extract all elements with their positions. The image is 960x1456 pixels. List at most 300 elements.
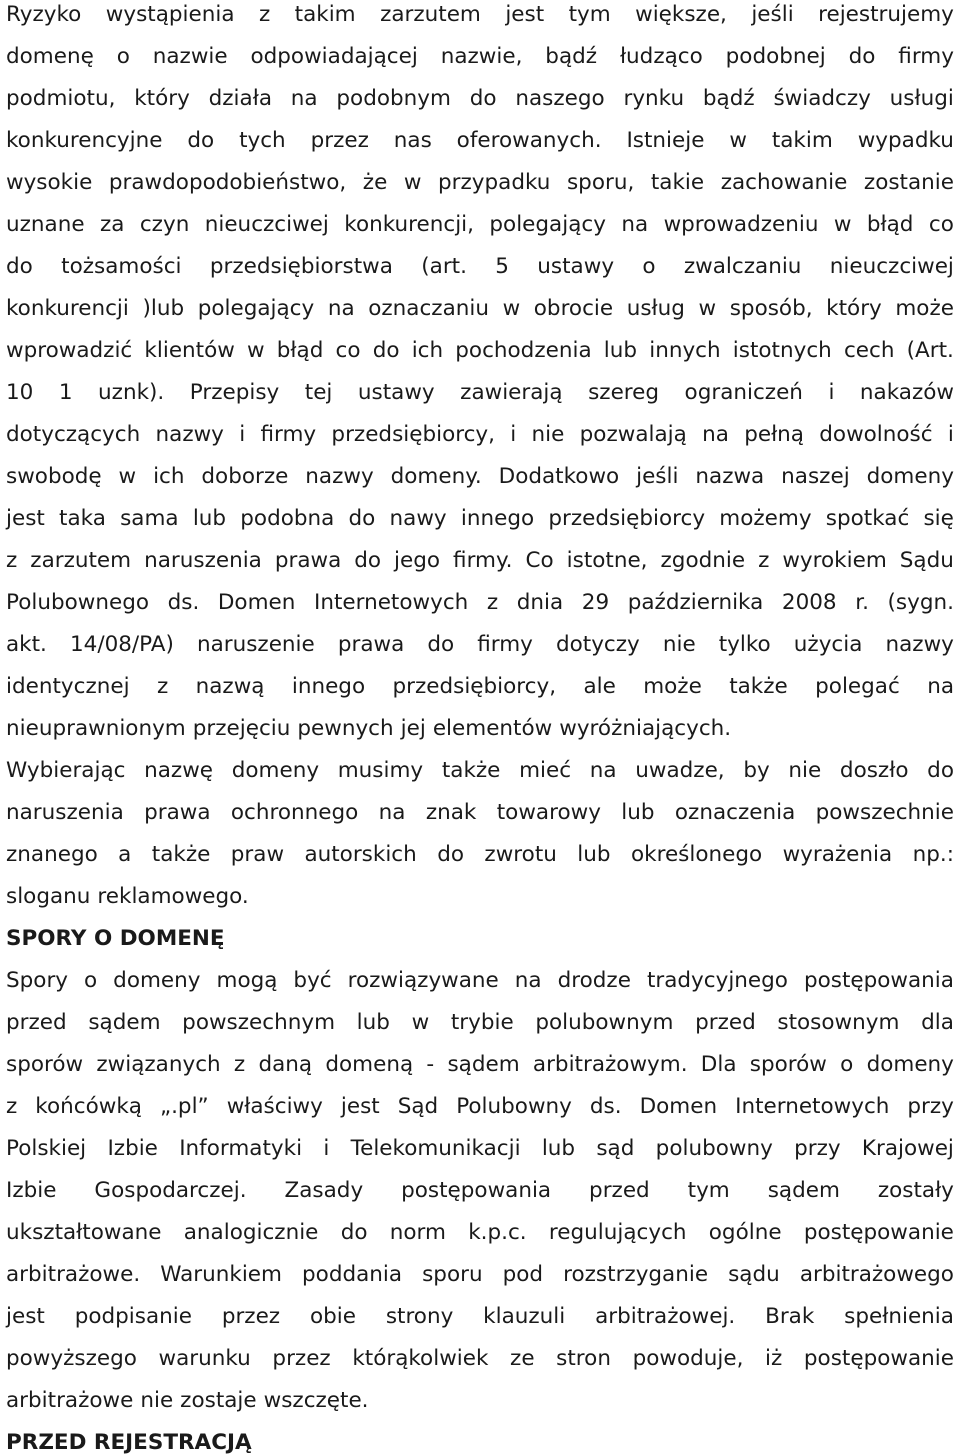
paragraph-line bbox=[6, 882, 954, 912]
word: z bbox=[6, 548, 18, 573]
word: innego bbox=[460, 506, 535, 531]
paragraph-line bbox=[6, 966, 954, 996]
word: Izbie bbox=[107, 1136, 158, 1161]
word: do bbox=[437, 842, 464, 867]
word: w bbox=[698, 296, 717, 321]
word: reklamowego. bbox=[97, 884, 249, 909]
word: lub bbox=[356, 1010, 390, 1035]
word: Warunkiem bbox=[160, 1262, 282, 1287]
word: odpowiadającej bbox=[250, 44, 418, 69]
word: arbitrażowym. bbox=[532, 1052, 688, 1077]
word: rynku bbox=[623, 86, 685, 111]
word: z bbox=[258, 2, 271, 27]
word: wystąpienia bbox=[105, 2, 235, 27]
word: przedsiębiorstwa bbox=[209, 254, 393, 279]
word: zostały bbox=[877, 1178, 954, 1203]
word: Internetowych bbox=[735, 1094, 890, 1119]
word: ogólne bbox=[708, 1220, 782, 1245]
paragraph-line bbox=[6, 798, 954, 828]
paragraph-line bbox=[6, 504, 954, 534]
word: sądem bbox=[447, 1052, 520, 1077]
word: oferowanych. bbox=[456, 128, 602, 153]
word: przy bbox=[794, 1136, 841, 1161]
word: sądu bbox=[728, 1262, 780, 1287]
word: Dodatkowo bbox=[498, 464, 620, 489]
word: nazwą bbox=[195, 674, 265, 699]
word: nieuczciwej bbox=[204, 212, 329, 237]
word: w bbox=[403, 170, 422, 195]
word: sądem bbox=[767, 1178, 840, 1203]
word: Izbie bbox=[6, 1178, 57, 1203]
word: konkurencyjne bbox=[6, 128, 163, 153]
word: z bbox=[758, 548, 770, 573]
word: tradycyjnego bbox=[646, 968, 788, 993]
word: ograniczeń bbox=[684, 380, 803, 405]
word: o bbox=[840, 1052, 854, 1077]
word: podobnym bbox=[336, 86, 451, 111]
word: Sąd bbox=[397, 1094, 439, 1119]
section-heading: PRZED REJESTRACJĄ bbox=[6, 1430, 252, 1455]
word: na bbox=[378, 800, 406, 825]
paragraph-line bbox=[6, 714, 954, 744]
word: wysokie bbox=[6, 170, 93, 195]
word: na bbox=[327, 296, 355, 321]
word: że bbox=[362, 170, 388, 195]
word: przez bbox=[272, 1346, 331, 1371]
word: bądź bbox=[702, 86, 755, 111]
word: do bbox=[340, 1220, 368, 1245]
word: jest bbox=[6, 506, 45, 531]
word: i bbox=[323, 1136, 330, 1161]
word: prawdopodobieństwo, bbox=[108, 170, 347, 195]
word: przed bbox=[589, 1178, 650, 1203]
word: Informatyki bbox=[179, 1136, 303, 1161]
paragraph-line bbox=[6, 84, 954, 114]
word: mogą bbox=[216, 968, 278, 993]
word: wszczęte. bbox=[263, 1388, 369, 1413]
word: 10 bbox=[6, 380, 34, 405]
word: pochodzenia bbox=[455, 338, 592, 363]
word: nieuprawnionym bbox=[6, 716, 186, 741]
word: daną bbox=[258, 1052, 313, 1077]
word: na bbox=[290, 86, 318, 111]
paragraph-line bbox=[6, 378, 954, 408]
word: nazwy bbox=[305, 464, 374, 489]
word: 14/08/PA) bbox=[69, 632, 174, 657]
paragraph-line bbox=[6, 546, 954, 576]
word: jest bbox=[340, 1094, 380, 1119]
word: polegający bbox=[489, 212, 606, 237]
word: z bbox=[6, 1094, 18, 1119]
paragraph-line bbox=[6, 588, 954, 618]
word: naszej bbox=[781, 464, 850, 489]
word: sporów bbox=[6, 1052, 84, 1077]
word: konkurencji bbox=[6, 296, 129, 321]
paragraph-line bbox=[6, 336, 954, 366]
word: innego bbox=[291, 674, 366, 699]
word: nieuczciwej bbox=[829, 254, 954, 279]
word: doszło bbox=[839, 758, 909, 783]
word: oznaczenia bbox=[674, 800, 796, 825]
word: postępowanie bbox=[803, 1346, 954, 1371]
word: mieć bbox=[519, 758, 572, 783]
word: uznk). bbox=[98, 380, 165, 405]
word: Polubownego bbox=[6, 590, 149, 615]
word: z bbox=[233, 1052, 246, 1077]
word: o bbox=[116, 44, 130, 69]
paragraph-line bbox=[6, 1218, 954, 1248]
word: w bbox=[411, 1010, 430, 1035]
word: ukształtowane bbox=[6, 1220, 162, 1245]
word: domeny bbox=[113, 968, 201, 993]
paragraph-line bbox=[6, 1260, 954, 1290]
word: nie bbox=[662, 632, 696, 657]
word: rozstrzyganie bbox=[563, 1262, 709, 1287]
word: regulujących bbox=[548, 1220, 687, 1245]
word: konkurencji, bbox=[344, 212, 474, 237]
word: przez bbox=[221, 1304, 281, 1329]
word: ds. bbox=[589, 1094, 622, 1119]
word: nazwie bbox=[152, 44, 228, 69]
word: sporów bbox=[749, 1052, 827, 1077]
word: 2008 bbox=[781, 590, 837, 615]
paragraph-line bbox=[6, 1386, 954, 1416]
word: Dla bbox=[700, 1052, 737, 1077]
word: prawa bbox=[144, 800, 211, 825]
word: musimy bbox=[337, 758, 424, 783]
word: który bbox=[134, 86, 190, 111]
word: nazwa bbox=[695, 464, 765, 489]
word: prawa bbox=[274, 548, 342, 573]
word: przedsiębiorcy, bbox=[331, 422, 495, 447]
word: do bbox=[848, 44, 876, 69]
word: obie bbox=[309, 1304, 356, 1329]
word: nazwę bbox=[144, 758, 214, 783]
word: swobodę bbox=[6, 464, 102, 489]
word: Ryzyko bbox=[6, 2, 82, 27]
word: na bbox=[589, 758, 617, 783]
word: „.pl” bbox=[159, 1094, 209, 1119]
word: właściwy bbox=[226, 1094, 323, 1119]
word: usługi bbox=[889, 86, 954, 111]
paragraph-line bbox=[6, 1176, 954, 1206]
word: sloganu bbox=[6, 884, 91, 909]
word: może bbox=[895, 296, 954, 321]
word: pod bbox=[502, 1262, 544, 1287]
word: lub bbox=[541, 1136, 576, 1161]
word: także bbox=[441, 758, 501, 783]
paragraph-line bbox=[6, 126, 954, 156]
word: wyrokiem bbox=[782, 548, 887, 573]
word: do bbox=[348, 506, 376, 531]
word: wprowadzić bbox=[6, 338, 133, 363]
paragraph-line bbox=[6, 294, 954, 324]
word: praw bbox=[230, 842, 285, 867]
word: drodze bbox=[557, 968, 631, 993]
word: polegający bbox=[197, 296, 315, 321]
word: arbitrażowego bbox=[799, 1262, 954, 1287]
paragraph-line bbox=[6, 462, 954, 492]
word: - bbox=[426, 1052, 435, 1077]
word: podpisanie bbox=[74, 1304, 192, 1329]
word: ze bbox=[510, 1346, 535, 1371]
word: lub bbox=[621, 800, 655, 825]
word: klauzuli bbox=[483, 1304, 566, 1329]
word: Gospodarczej. bbox=[94, 1178, 247, 1203]
word: Internetowych bbox=[313, 590, 469, 615]
paragraph-line bbox=[6, 630, 954, 660]
word: i bbox=[239, 422, 246, 447]
word: strony bbox=[385, 1304, 454, 1329]
word: także bbox=[151, 842, 211, 867]
word: Polubowny bbox=[456, 1094, 572, 1119]
word: bądź bbox=[545, 44, 598, 69]
word: sądem bbox=[88, 1010, 161, 1035]
word: a bbox=[118, 842, 132, 867]
word: znak bbox=[425, 800, 477, 825]
word: Zasady bbox=[284, 1178, 364, 1203]
word: k.p.c. bbox=[468, 1220, 527, 1245]
word: innych bbox=[649, 338, 721, 363]
word: przedsiębiorcy, bbox=[392, 674, 557, 699]
word: (sygn. bbox=[887, 590, 954, 615]
word: nakazów bbox=[859, 380, 954, 405]
word: sporu, bbox=[566, 170, 635, 195]
word: nie bbox=[531, 422, 565, 447]
word: powszechnym bbox=[182, 1010, 336, 1035]
word: który bbox=[826, 296, 882, 321]
word: podobnej bbox=[725, 44, 826, 69]
word: uznane bbox=[6, 212, 85, 237]
word: rozwiązywane bbox=[347, 968, 499, 993]
word: się bbox=[923, 506, 954, 531]
word: polubownym bbox=[535, 1010, 674, 1035]
word: na bbox=[621, 212, 649, 237]
word: dowolność bbox=[819, 422, 933, 447]
word: pozwalają bbox=[579, 422, 687, 447]
paragraph-line bbox=[6, 1302, 954, 1332]
word: ochronnego bbox=[230, 800, 359, 825]
word: zarzutem bbox=[30, 548, 132, 573]
word: do bbox=[927, 758, 954, 783]
word: np.: bbox=[912, 842, 954, 867]
word: towarowy bbox=[496, 800, 601, 825]
word: przez bbox=[310, 128, 369, 153]
word: takim bbox=[294, 2, 356, 27]
word: takim bbox=[771, 128, 833, 153]
word: w bbox=[502, 296, 521, 321]
word: do bbox=[6, 254, 33, 279]
word: pełną bbox=[744, 422, 804, 447]
word: wyrażenia bbox=[782, 842, 893, 867]
word: nazwy bbox=[885, 632, 954, 657]
word: zostaje bbox=[180, 1388, 257, 1413]
word: wprowadzeniu bbox=[663, 212, 819, 237]
word: ustawy bbox=[537, 254, 615, 279]
word: uwadze, bbox=[635, 758, 725, 783]
word: firmy bbox=[477, 632, 533, 657]
word: nazwy bbox=[155, 422, 224, 447]
word: pewnych bbox=[297, 716, 394, 741]
word: klientów bbox=[144, 338, 235, 363]
word: na bbox=[702, 422, 729, 447]
word: trybie bbox=[450, 1010, 514, 1035]
word: z bbox=[486, 590, 499, 615]
word: zostanie bbox=[863, 170, 954, 195]
paragraph-line bbox=[6, 1344, 954, 1374]
word: błąd bbox=[866, 212, 914, 237]
word: jeśli bbox=[751, 2, 794, 27]
paragraph-line bbox=[6, 420, 954, 450]
word: być bbox=[293, 968, 332, 993]
word: sposób, bbox=[729, 296, 813, 321]
word: zawierają bbox=[460, 380, 563, 405]
word: podmiotu, bbox=[6, 86, 116, 111]
word: firmy. bbox=[453, 548, 513, 573]
word: działa bbox=[208, 86, 272, 111]
word: domenę bbox=[6, 44, 94, 69]
word: by bbox=[743, 758, 770, 783]
word: Istnieje bbox=[626, 128, 705, 153]
word: co bbox=[928, 212, 954, 237]
word: tożsamości bbox=[61, 254, 182, 279]
word: stosownym bbox=[777, 1010, 900, 1035]
word: zgodnie bbox=[660, 548, 746, 573]
paragraph-line bbox=[6, 1050, 954, 1080]
word: na bbox=[514, 968, 542, 993]
word: do bbox=[427, 632, 455, 657]
word: może bbox=[643, 674, 702, 699]
word: ds. bbox=[167, 590, 200, 615]
word: określonego bbox=[630, 842, 763, 867]
word: elementów bbox=[432, 716, 553, 741]
word: świadczy bbox=[773, 86, 871, 111]
word: za bbox=[99, 212, 125, 237]
word: usług bbox=[626, 296, 685, 321]
word: tej bbox=[304, 380, 333, 405]
word: do bbox=[354, 548, 382, 573]
word: zachowanie bbox=[720, 170, 848, 195]
word: lub bbox=[603, 338, 638, 363]
word: postępowania bbox=[803, 968, 954, 993]
word: co bbox=[335, 338, 361, 363]
word: w bbox=[118, 464, 137, 489]
word: jest bbox=[505, 2, 545, 27]
word: podobna bbox=[240, 506, 335, 531]
word: spotkać bbox=[825, 506, 910, 531]
word: ich bbox=[411, 338, 444, 363]
word: Domen bbox=[639, 1094, 718, 1119]
paragraph-line bbox=[6, 1008, 954, 1038]
word: sama bbox=[120, 506, 179, 531]
word: cech bbox=[843, 338, 895, 363]
word: Polskiej bbox=[6, 1136, 87, 1161]
word: tych bbox=[239, 128, 286, 153]
word: i bbox=[947, 422, 954, 447]
word: arbitrażowej. bbox=[595, 1304, 736, 1329]
word: ustawy bbox=[357, 380, 435, 405]
word: firmy bbox=[260, 422, 317, 447]
word: poddania bbox=[302, 1262, 403, 1287]
paragraph-line bbox=[6, 168, 954, 198]
word: domeny. bbox=[390, 464, 482, 489]
word: domeny bbox=[231, 758, 320, 783]
word: lub bbox=[577, 842, 611, 867]
word: polegać bbox=[815, 674, 900, 699]
word: przed bbox=[695, 1010, 756, 1035]
word: nawy bbox=[389, 506, 447, 531]
word: 5 bbox=[495, 254, 509, 279]
paragraph-line bbox=[6, 672, 954, 702]
word: łudząco bbox=[619, 44, 703, 69]
word: jeśli bbox=[636, 464, 679, 489]
word: Spory bbox=[6, 968, 69, 993]
word: przedsiębiorcy bbox=[548, 506, 706, 531]
word: nie bbox=[140, 1388, 174, 1413]
word: dotyczy bbox=[555, 632, 640, 657]
word: zarzutem bbox=[380, 2, 481, 27]
word: powszechnie bbox=[815, 800, 954, 825]
word: zwalczaniu bbox=[683, 254, 802, 279]
word: polubowny bbox=[655, 1136, 773, 1161]
word: przypadku bbox=[438, 170, 551, 195]
word: domeny bbox=[866, 464, 954, 489]
word: wyróżniających. bbox=[559, 716, 732, 741]
paragraph-line bbox=[6, 0, 954, 30]
word: do bbox=[372, 338, 400, 363]
word: domeny bbox=[866, 1052, 954, 1077]
word: znanego bbox=[6, 842, 98, 867]
word: tylko bbox=[718, 632, 771, 657]
word: rejestrujemy bbox=[818, 2, 954, 27]
paragraph-line bbox=[6, 756, 954, 786]
word: akt. bbox=[6, 632, 47, 657]
paragraph-line bbox=[6, 1092, 954, 1122]
word: r. bbox=[855, 590, 869, 615]
word: istotnych bbox=[732, 338, 832, 363]
word: w bbox=[729, 128, 747, 153]
word: przy bbox=[907, 1094, 954, 1119]
word: stron bbox=[556, 1346, 611, 1371]
word: arbitrażowe bbox=[6, 1388, 134, 1413]
word: 1 bbox=[58, 380, 73, 405]
word: Domen bbox=[217, 590, 296, 615]
word: taka bbox=[59, 506, 106, 531]
word: na bbox=[927, 674, 954, 699]
word: w bbox=[833, 212, 852, 237]
word: jej bbox=[400, 716, 426, 741]
word: zwrotu bbox=[484, 842, 557, 867]
paragraph-line bbox=[6, 840, 954, 870]
word: błąd bbox=[276, 338, 324, 363]
word: i bbox=[510, 422, 517, 447]
word: sąd bbox=[596, 1136, 635, 1161]
word: prawa bbox=[337, 632, 405, 657]
word: Sądu bbox=[899, 548, 954, 573]
word: przejęciu bbox=[192, 716, 291, 741]
word: ale bbox=[583, 674, 616, 699]
word: iż bbox=[765, 1346, 783, 1371]
word: i bbox=[828, 380, 835, 405]
word: analogicznie bbox=[183, 1220, 319, 1245]
word: Brak bbox=[765, 1304, 815, 1329]
word: naszego bbox=[515, 86, 605, 111]
word: naruszenia bbox=[6, 800, 124, 825]
word: powoduje, bbox=[632, 1346, 744, 1371]
word: dotyczących bbox=[6, 422, 141, 447]
word: naruszenie bbox=[196, 632, 315, 657]
word: Wybierając bbox=[6, 758, 126, 783]
